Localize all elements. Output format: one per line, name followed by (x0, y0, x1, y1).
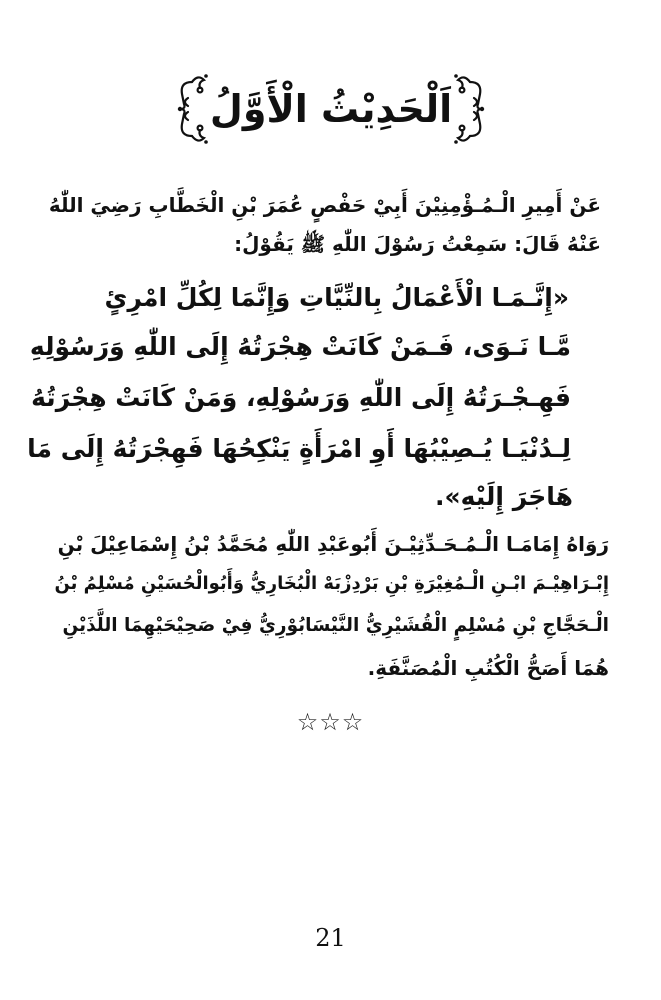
hadith-line-2: مَّـا نَـوَى، فَـمَنْ كَانَتْ هِجْرَتُهُ إِلَى اللّٰهِ وَرَسُوْلِهِ (29, 332, 571, 361)
chapter-title: اَلْحَدِيْثُ الْأَوَّلُ (209, 87, 453, 131)
hadith-line-3: فَهِـجْـرَتُهُ إِلَى اللّٰهِ وَرَسُوْلِهِ، وَمَنْ كَانَتْ هِجْرَتُهُ (31, 383, 571, 412)
hadith-line-5: هَاجَرَ إِلَيْهِ». (435, 482, 573, 511)
hadith-line-4: لِـدُنْيَـا يُـصِيْبُهَا أَوِ امْرَأَةٍ يَنْكِحُهَا فَهِجْرَتُهُ إِلَى مَا (27, 434, 571, 463)
narration-line-2: إِبْـرَاهِيْـمَ ابْـنِ الْـمُغِيْرَةِ بْنِ بَرْدِزْبَهْ الْبُخَارِيُّ وَأَبُوالْحُسَيْنِ مُسْلِمُ بْنُ (54, 573, 609, 594)
narration-line-4: هُمَا أَصَحُّ الْكُتُبِ الْمُصَنَّفَةِ. (367, 656, 609, 680)
hadith-line-1: «إِنَّـمَـا الْأَعْمَالُ بِالنِّيَّاتِ وَإِنَّمَا لِكُلِّ امْرِئٍ (104, 283, 569, 312)
intro-line-1: عَنْ أَمِيرِ الْـمُـؤْمِنِيْنَ أَبِيْ حَفْصٍ عُمَرَ بْنِ الْخَطَّابِ رَضِيَ اللّٰهُ (48, 193, 601, 217)
narration-line-3: الْـحَجَّاجِ بْنِ مُسْلِمٍ الْقُشَيْرِيُّ النَّيْسَابُوْرِيُّ فِيْ صَحِيْحَيْهِمَا اللَّذَيْنِ (62, 615, 609, 636)
intro-line-2: عَنْهُ قَالَ: سَمِعْتُ رَسُوْلَ اللّٰهِ ﷺ يَقُوْلُ: (234, 232, 601, 256)
narration-line-1: رَوَاهُ إِمَامَـا الْـمُـحَـدِّثِيْـنَ أَبُوعَبْدِ اللّٰهِ مُحَمَّدُ بْنُ إِسْمَاعِيْلَ بْنِ (57, 532, 609, 556)
chapter-title-banner (170, 68, 492, 150)
section-separator: ☆☆☆ (296, 708, 365, 736)
page-number: 21 (315, 924, 346, 952)
